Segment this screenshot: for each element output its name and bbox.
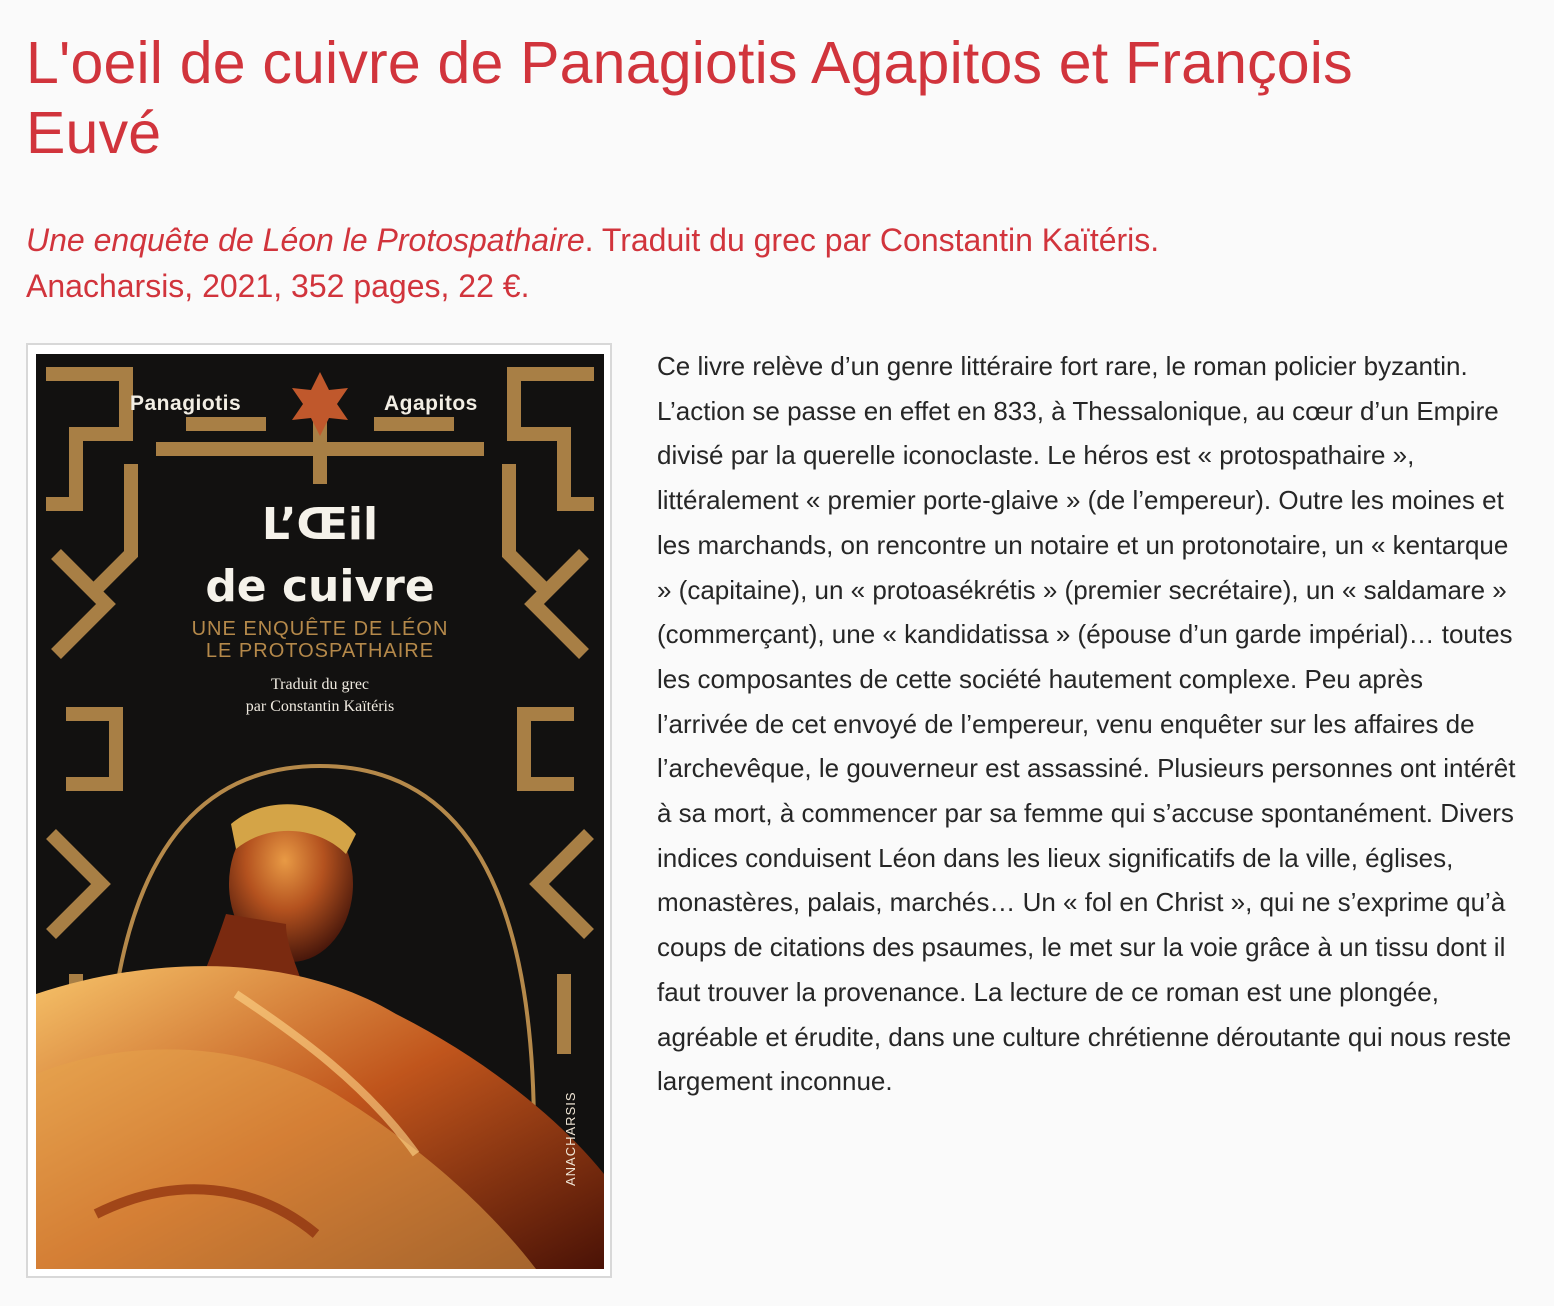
cover-subtitle-line1: UNE ENQUÊTE DE LÉON [191, 618, 449, 640]
cover-translator-line2: par Constantin Kaïtéris [245, 698, 395, 715]
book-subtitle: Une enquête de Léon le Protospathaire [26, 222, 585, 258]
publication-info: Anacharsis, 2021, 352 pages, 22 €. [26, 268, 530, 304]
cover-title-line1: L’Œil [261, 499, 379, 550]
cover-subtitle [36, 618, 604, 662]
review-body: Ce livre relève d’un genre littéraire fort rare, le roman policier byzantin. L’action se passe en effet en 833, à Thessalonique, au cœur d’un Empire divisé par la querelle iconoclaste. Le héros est « protospathaire », littéralement « premier porte-glaive » (de l’empereur). Outre les moines et les marchands, on rencontre un notaire et un protonotaire, un « kentarque » (capitaine), un « protoasékrétis » (premier secrétaire), un « saldamare » (commerçant), une « kandidatissa » (épouse d’un garde impérial)… toutes les composantes de cette société hautement complexe. Peu après l’arrivée de cet envoyé de l’empereur, venu enquêter sur les affaires de l’archevêque, le gouverneur est assassiné. Plusieurs personnes ont intérêt à sa mort, à commencer par sa femme qui s’accuse spontanément. Divers indices conduisent Léon dans les lieux significatifs de la ville, églises, monastères, palais, marchés… Un « fol en Christ », qui ne s’exprime qu’à coups de citations des psaumes, le met sur la voie grâce à un tissu dont il faut trouver la provenance. La lecture de ce roman est une plongée, agréable et érudite, dans une culture chrétienne déroutante qui nous reste largement inconnue. [657, 351, 1516, 1097]
book-cover-frame [26, 343, 612, 1278]
book-cover [36, 354, 604, 1269]
cover-title-line2: de cuivre [205, 561, 435, 612]
cover-translator [36, 674, 604, 718]
cover-translator-line1: Traduit du grec [270, 676, 370, 693]
cover-subtitle-line2: LE PROTOSPATHAIRE [205, 640, 435, 662]
cover-author-last: Agapitos [384, 392, 478, 415]
cover-text-layer [36, 354, 604, 1269]
cover-author-first: Panagiotis [130, 392, 242, 415]
cover-publisher: ANACHARSIS [563, 1091, 578, 1186]
article-title: L'oeil de cuivre de Panagiotis Agapitos et François Euvé [26, 30, 1353, 166]
cover-title [36, 494, 604, 618]
translation-credit: . Traduit du grec par Constantin Kaïtéris. [584, 222, 1160, 258]
book-details [26, 217, 1476, 309]
